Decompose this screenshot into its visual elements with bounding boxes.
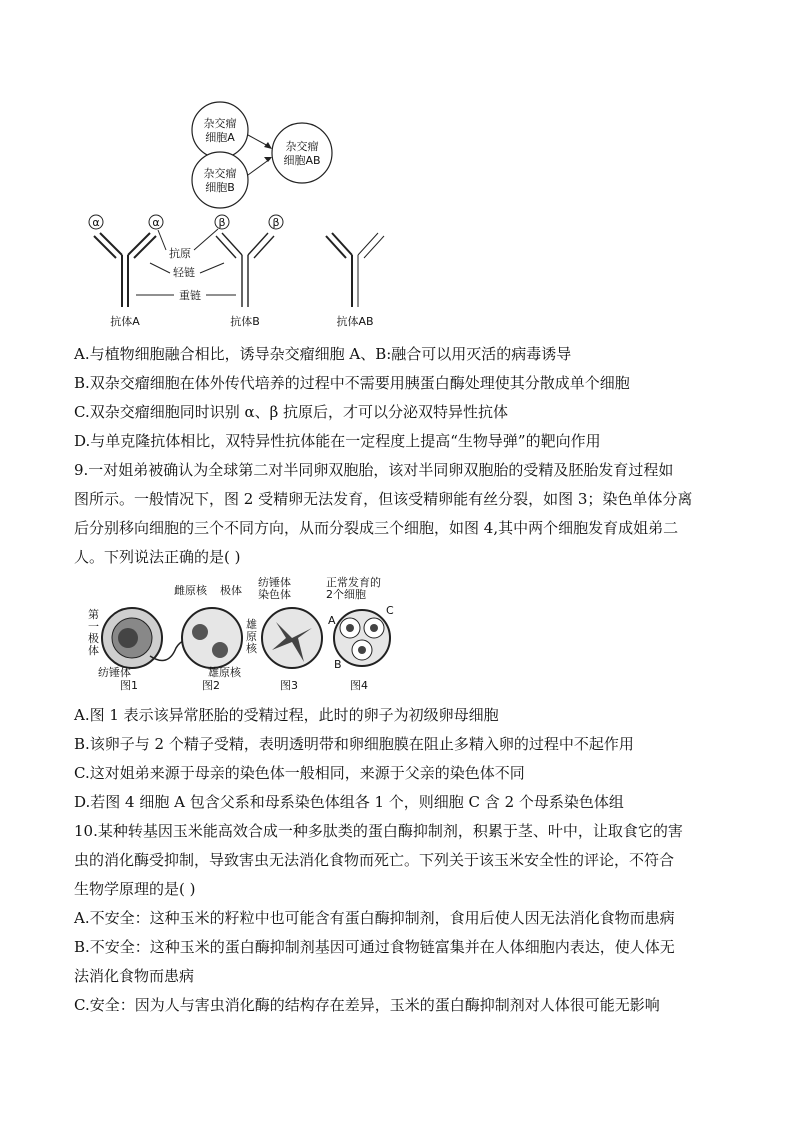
hybridoma-a-circle	[192, 102, 248, 158]
cell-label-a: A	[328, 614, 336, 627]
cell-b-label-1: 杂交瘤	[203, 167, 237, 180]
q10-stem-line-3: 生物学原理的是( )	[74, 880, 196, 898]
polar-body-top-label: 极体	[220, 584, 242, 597]
cell-ab-label-2: 细胞AB	[283, 154, 321, 167]
antibody-ab-label: 抗体AB	[336, 315, 374, 328]
cell-b-label-2: 细胞B	[205, 181, 235, 194]
normal-cells-label-1: 正常发育的	[326, 576, 381, 589]
polar-body-label-2: 一	[88, 620, 99, 633]
antibody-ab	[326, 233, 384, 307]
q10-stem-line-2: 虫的消化酶受抑制，导致害虫无法消化食物而死亡。下列关于该玉米安全性的评论，不符合	[74, 851, 675, 869]
antibody-b-label: 抗体B	[230, 315, 260, 328]
q10-option-c: C.安全：因为人与害虫消化酶的结构存在差异，玉米的蛋白酶抑制剂对人体很可能无影响	[74, 996, 660, 1014]
hybridoma-b-circle	[192, 152, 248, 208]
q8-option-b: B.双杂交瘤细胞在体外传代培养的过程中不需要用胰蛋白酶处理使其分散成单个细胞	[74, 374, 630, 392]
polar-body-label-4: 体	[88, 644, 99, 657]
antigen-label: 抗原	[169, 247, 191, 260]
q9-option-d: D.若图 4 细胞 A 包含父系和母系染色体组各 1 个，则细胞 C 含 2 个母系染色体组	[74, 793, 624, 811]
q8-option-c: C.双杂交瘤细胞同时识别 α、β 抗原后，才可以分泌双特异性抗体	[74, 403, 509, 421]
female-pronucleus-top-label: 雌原核	[174, 584, 207, 597]
q9-stem-line-1: 9.一对姐弟被确认为全球第二对半同卵双胞胎，该对半同卵双胞胎的受精及胚胎发育过程如	[74, 461, 674, 479]
q9-option-c: C.这对姐弟来源于母亲的染色体一般相同，来源于父亲的染色体不同	[74, 764, 525, 782]
hybridoma-ab-circle	[272, 123, 332, 183]
fusion-arrow-b	[248, 159, 270, 175]
alpha-2: α	[152, 216, 160, 229]
q10-option-b-line-2: 法消化食物而患病	[74, 967, 195, 985]
fig3-label: 图3	[280, 679, 298, 692]
spindle-label: 纺锤体	[98, 666, 131, 679]
q9-option-b: B.该卵子与 2 个精子受精，表明透明带和卵细胞膜在阻止多精入卵的过程中不起作用	[74, 735, 634, 753]
q8-option-a: A.与植物细胞融合相比，诱导杂交瘤细胞 A、B:融合可以用灭活的病毒诱导	[74, 345, 572, 363]
alpha-1: α	[92, 216, 100, 229]
male-pronucleus-side-1: 雄	[246, 618, 257, 631]
cell-a-label-2: 细胞A	[205, 131, 235, 144]
antibody-a-label: 抗体A	[110, 315, 140, 328]
cell-label-b: B	[334, 658, 342, 671]
cell-label-c: C	[386, 604, 394, 617]
q8-option-d: D.与单克隆抗体相比，双特异性抗体能在一定程度上提高“生物导弹”的靶向作用	[74, 432, 601, 450]
q10-option-b-line-1: B.不安全：这种玉米的蛋白酶抑制剂基因可通过食物链富集并在人体细胞内表达，使人体无	[74, 938, 675, 956]
q9-stem-line-3: 后分别移向细胞的三个不同方向，从而分裂成三个细胞，如图 4,其中两个细胞发育成姐弟二	[74, 519, 679, 537]
antibody-b	[216, 233, 274, 307]
spindle-chromosome-label-2: 染色体	[258, 588, 291, 601]
cell-a-label-1: 杂交瘤	[203, 117, 237, 130]
antibody-a	[94, 233, 156, 307]
q9-option-a: A.图 1 表示该异常胚胎的受精过程，此时的卵子为初级卵母细胞	[74, 706, 499, 724]
q10-stem-line-1: 10.某种转基因玉米能高效合成一种多肽类的蛋白酶抑制剂，积累于茎、叶中，让取食它的害	[74, 822, 683, 840]
heavy-chain-label: 重链	[179, 289, 201, 302]
beta-1: β	[218, 216, 226, 229]
male-pronucleus-side-3: 核	[246, 642, 257, 655]
antibody-figure	[80, 95, 400, 335]
beta-2: β	[272, 216, 280, 229]
normal-cells-label-2: 2个细胞	[326, 588, 366, 601]
cell-ab-label-1: 杂交瘤	[285, 140, 319, 153]
polar-body-label-3: 极	[88, 632, 99, 645]
fig1-label: 图1	[120, 679, 138, 692]
fertilization-figure	[80, 576, 400, 694]
q10-option-a: A.不安全：这种玉米的籽粒中也可能含有蛋白酶抑制剂，食用后使人因无法消化食物而患病	[74, 909, 675, 927]
light-chain-label: 轻链	[173, 266, 195, 279]
q9-stem-line-2: 图所示。一般情况下，图 2 受精卵无法发育，但该受精卵能有丝分裂，如图 3；染色单体分离	[74, 490, 693, 508]
male-pronucleus-side-2: 原	[246, 630, 257, 643]
male-pronucleus-bottom-label: 雄原核	[208, 666, 241, 679]
fig4-label: 图4	[350, 679, 368, 692]
spindle-chromosome-label-1: 纺锤体	[258, 576, 291, 589]
polar-body-label-1: 第	[88, 608, 99, 621]
fig2-label: 图2	[202, 679, 220, 692]
q9-stem-line-4: 人。下列说法正确的是( )	[74, 548, 241, 566]
